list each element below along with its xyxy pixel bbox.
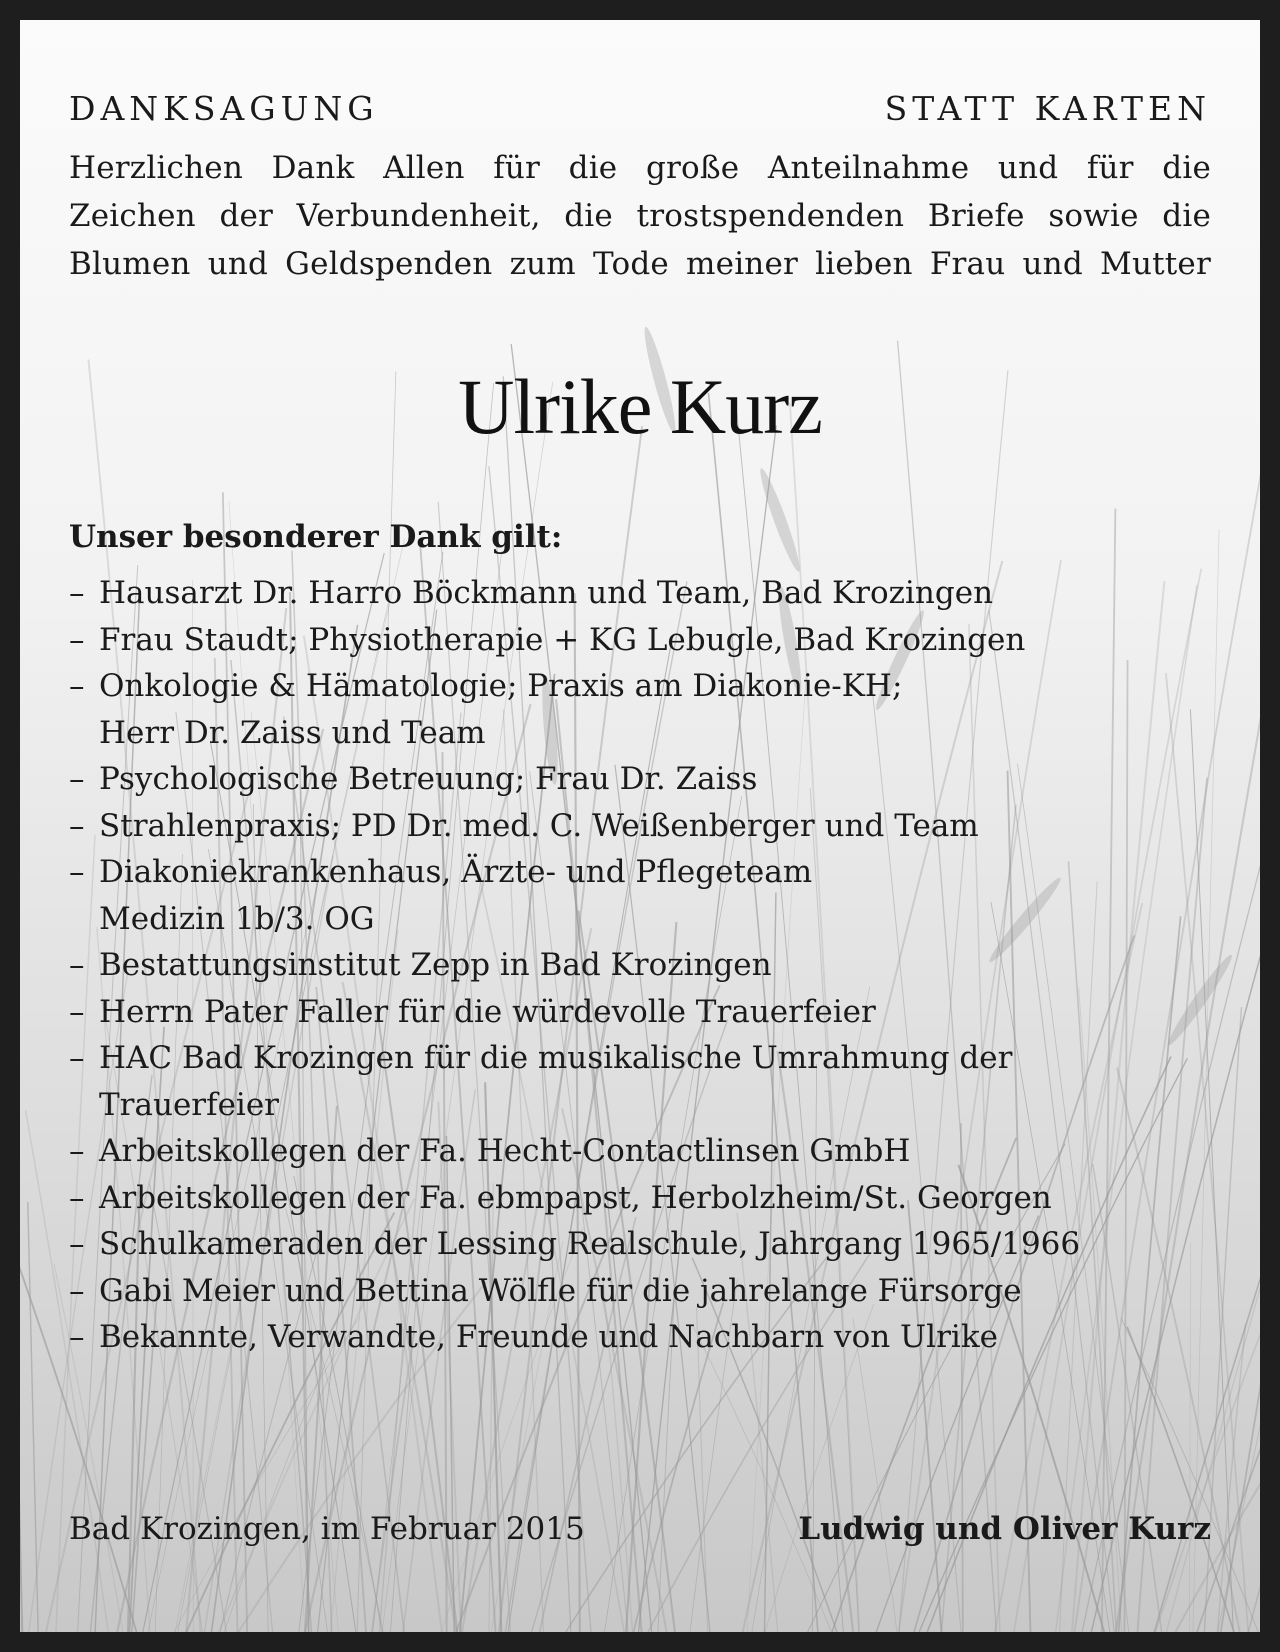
header-danksagung: DANKSAGUNG bbox=[69, 89, 379, 128]
header-row bbox=[69, 89, 1211, 128]
thanks-list-item bbox=[69, 1035, 1211, 1128]
dash-bullet: – bbox=[69, 1319, 85, 1355]
thanks-list-item bbox=[69, 1221, 1211, 1268]
dash-bullet: – bbox=[69, 993, 85, 1030]
footer-row bbox=[69, 1511, 1211, 1547]
dash-bullet: – bbox=[69, 807, 85, 844]
intro-line: Zeichen der Verbundenheit, die trostspendenden Briefe sowie die bbox=[69, 198, 1211, 234]
thanks-item-text: Arbeitskollegen der Fa. Hecht-Contactlinsen GmbH bbox=[99, 1133, 911, 1169]
dash-bullet: – bbox=[69, 761, 85, 797]
thanks-item-text: Hausarzt Dr. Harro Böckmann und Team, Bad Krozingen bbox=[99, 575, 994, 611]
dash-bullet: – bbox=[69, 1179, 85, 1216]
intro-line: Blumen und Geldspenden zum Tode meiner lieben Frau und Mutter bbox=[69, 246, 1211, 282]
thanks-list-item bbox=[69, 617, 1211, 664]
thanks-list-item bbox=[69, 570, 1211, 617]
card-content bbox=[20, 20, 1260, 1632]
thanks-item-text-continued: Trauerfeier bbox=[99, 1086, 280, 1123]
thanks-list-item bbox=[69, 1314, 1211, 1361]
thanks-item-text: Schulkameraden der Lessing Realschule, Jahrgang 1965/1966 bbox=[99, 1226, 1081, 1262]
thanks-item-text: Bestattungsinstitut Zepp in Bad Krozingen bbox=[99, 947, 772, 983]
thanks-item-text: Gabi Meier und Bettina Wölfle für die jahrelange Fürsorge bbox=[99, 1272, 1022, 1309]
thanks-list-item bbox=[69, 663, 1211, 756]
dash-bullet: – bbox=[69, 854, 85, 890]
signature: Ludwig und Oliver Kurz bbox=[798, 1511, 1211, 1547]
dash-bullet: – bbox=[69, 947, 85, 983]
dash-bullet: – bbox=[69, 1040, 85, 1076]
thanks-list-item bbox=[69, 1268, 1211, 1315]
thanks-list-item bbox=[69, 1175, 1211, 1222]
dash-bullet: – bbox=[69, 1133, 85, 1169]
dash-bullet: – bbox=[69, 1272, 85, 1309]
obituary-card bbox=[20, 20, 1260, 1632]
thanks-item-text: Onkologie & Hämatologie; Praxis am Diakonie-KH; bbox=[99, 668, 903, 704]
thanks-list-item bbox=[69, 849, 1211, 942]
dash-bullet: – bbox=[69, 575, 85, 611]
thanks-item-text-continued: Herr Dr. Zaiss und Team bbox=[99, 714, 486, 751]
thanks-item-text: Arbeitskollegen der Fa. ebmpapst, Herbolzheim/St. Georgen bbox=[99, 1179, 1052, 1216]
thanks-item-text: Bekannte, Verwandte, Freunde und Nachbarn von Ulrike bbox=[99, 1319, 998, 1355]
thanks-item-text-continued: Medizin 1b/3. OG bbox=[99, 900, 375, 937]
thanks-list-item bbox=[69, 989, 1211, 1036]
dash-bullet: – bbox=[69, 668, 85, 704]
thanks-list-item bbox=[69, 803, 1211, 850]
thanks-item-text: Diakoniekrankenhaus, Ärzte- und Pflegeteam bbox=[99, 854, 813, 890]
deceased-name: Ulrike Kurz bbox=[458, 363, 822, 450]
thanks-item-text: Herrn Pater Faller für die würdevolle Trauerfeier bbox=[99, 993, 876, 1030]
thanks-list-item bbox=[69, 1128, 1211, 1175]
thanks-list bbox=[69, 570, 1211, 1361]
header-statt-karten: STATT KARTEN bbox=[884, 89, 1211, 128]
thanks-item-text: HAC Bad Krozingen für die musikalische Umrahmung der bbox=[99, 1040, 1013, 1076]
dash-bullet: – bbox=[69, 1226, 85, 1262]
thanks-item-text: Psychologische Betreuung; Frau Dr. Zaiss bbox=[99, 761, 758, 797]
thanks-list-item bbox=[69, 756, 1211, 803]
dash-bullet: – bbox=[69, 621, 85, 658]
thanks-heading: Unser besonderer Dank gilt: bbox=[69, 519, 563, 555]
thanks-list-item bbox=[69, 942, 1211, 989]
thanks-item-text: Strahlenpraxis; PD Dr. med. C. Weißenberger und Team bbox=[99, 807, 979, 844]
place-date: Bad Krozingen, im Februar 2015 bbox=[69, 1511, 585, 1547]
thanks-item-text: Frau Staudt; Physiotherapie + KG Lebugle, Bad Krozingen bbox=[99, 621, 1026, 658]
intro-paragraph bbox=[69, 144, 1211, 288]
intro-line: Herzlichen Dank Allen für die große Anteilnahme und für die bbox=[69, 150, 1211, 186]
